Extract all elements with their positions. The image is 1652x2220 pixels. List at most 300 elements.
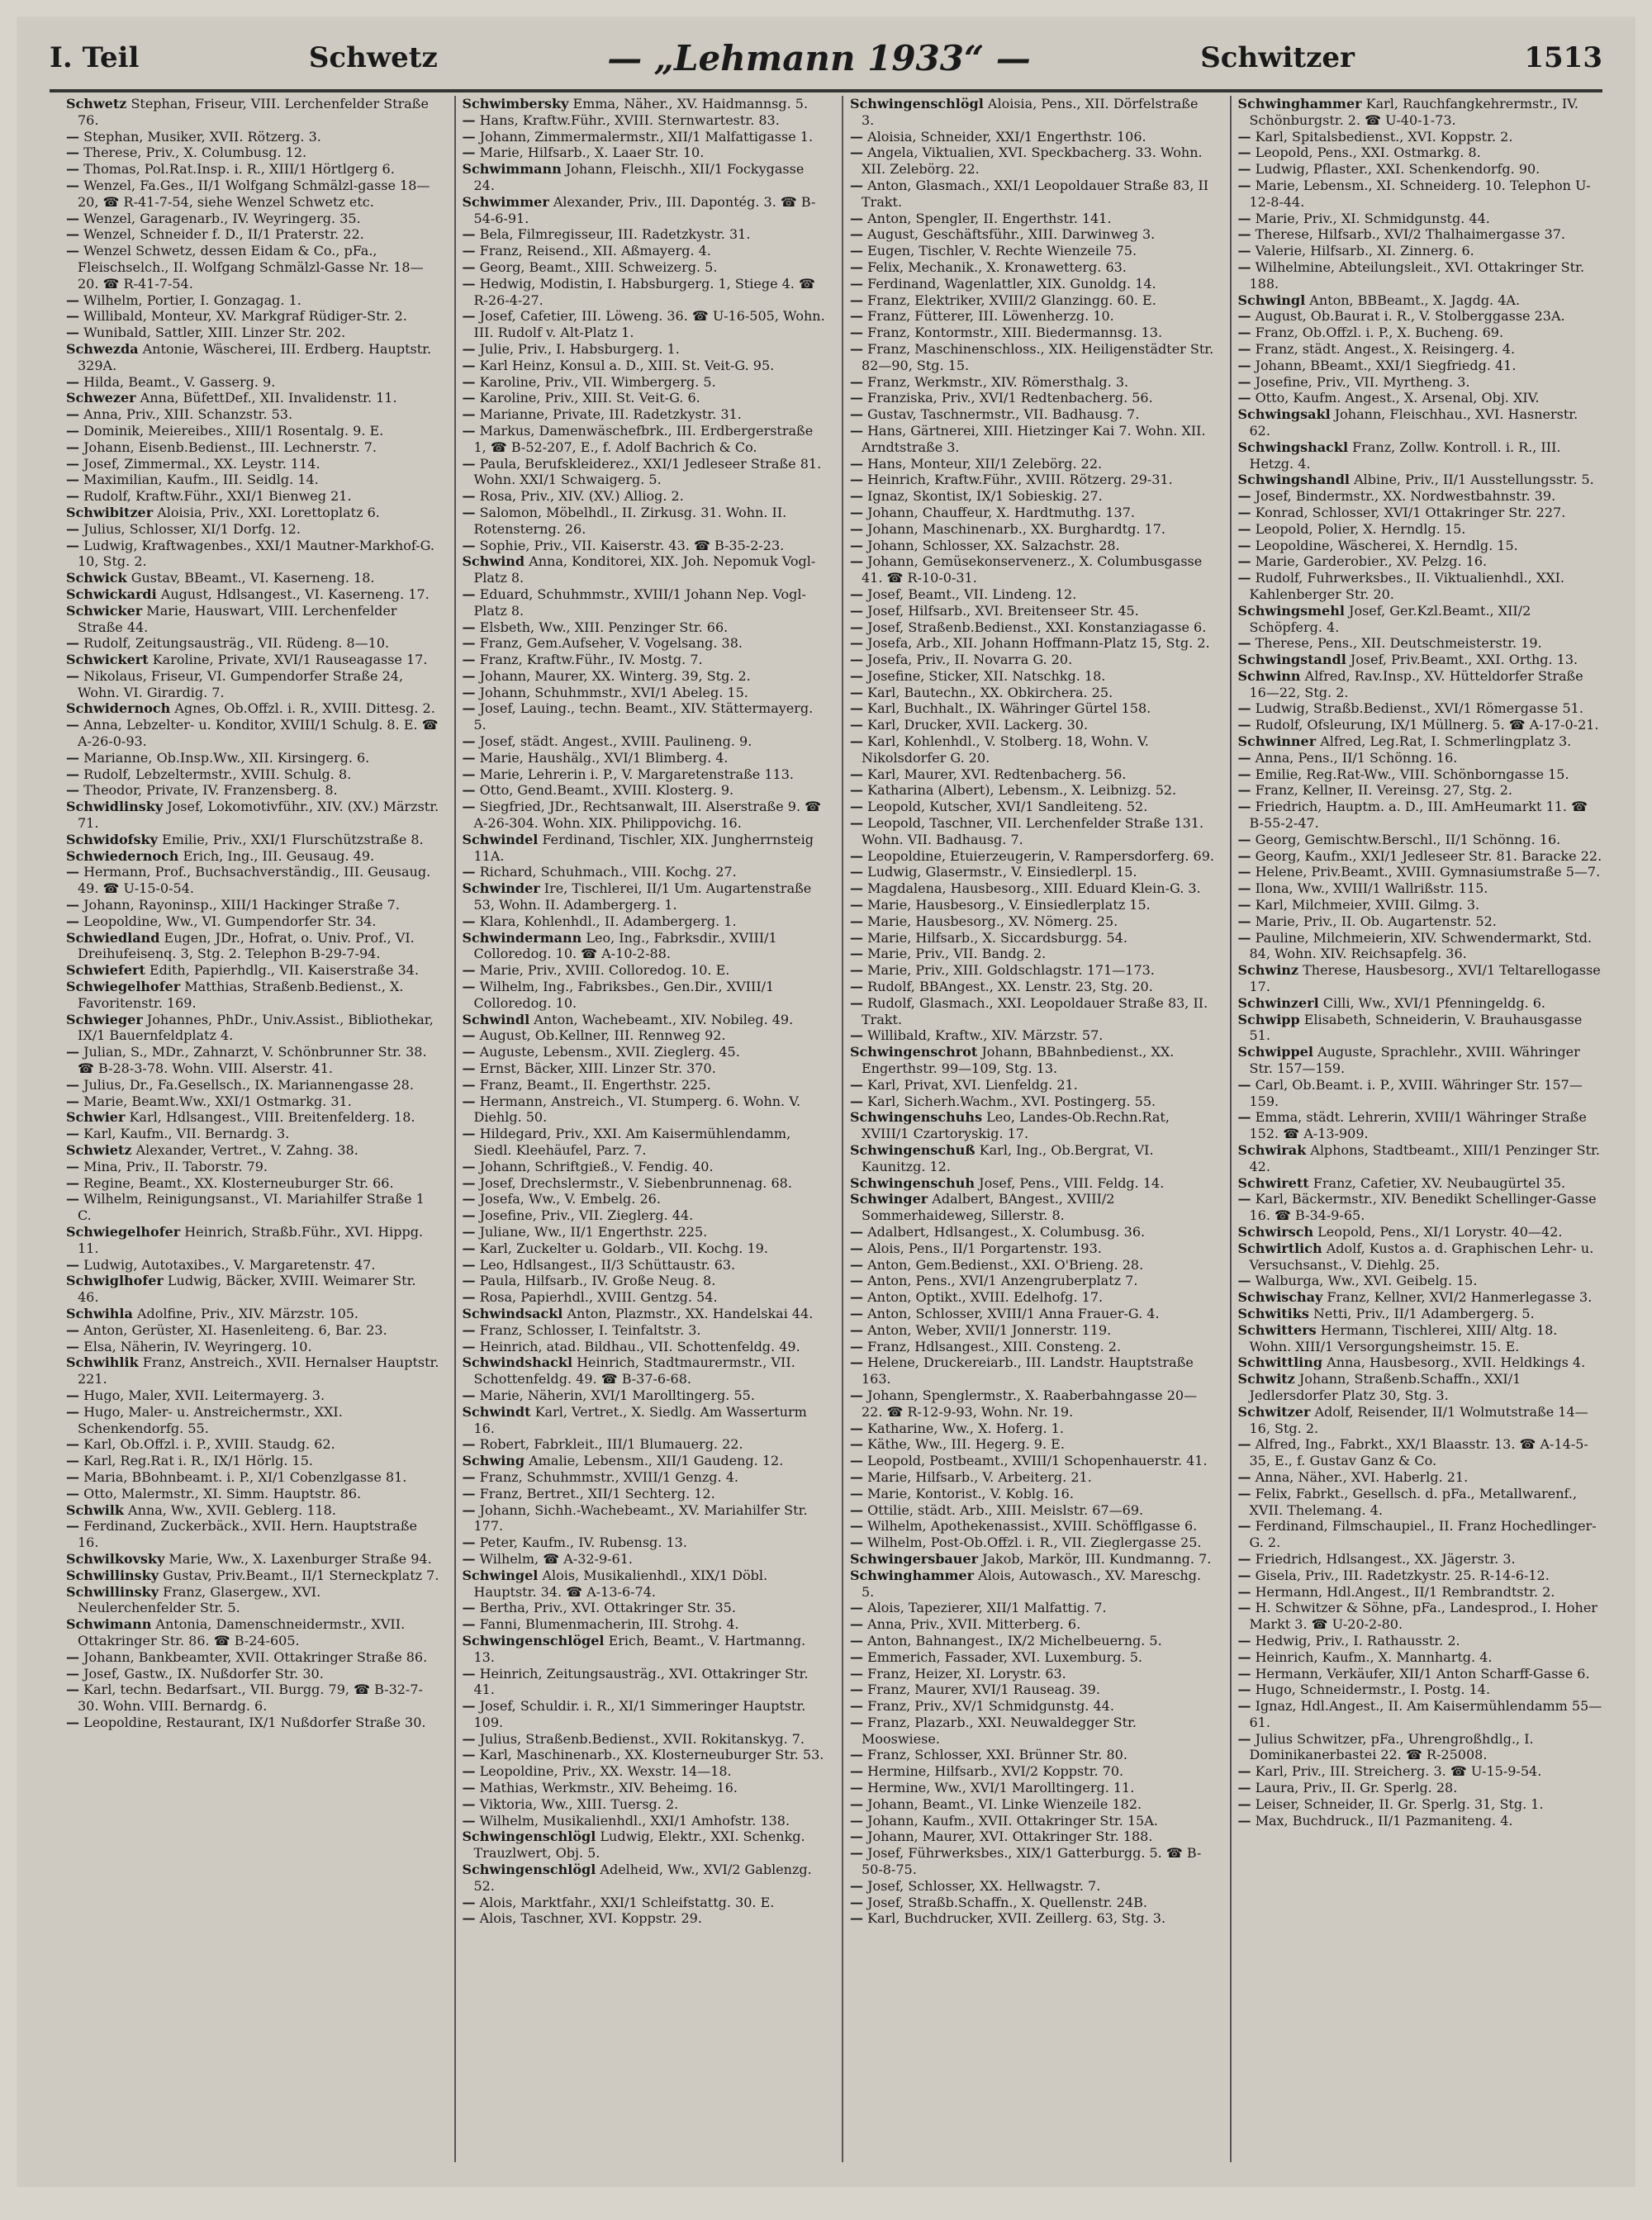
entry-surname: Schwiglhofer: [66, 1273, 164, 1289]
entry-surname: —: [1237, 259, 1251, 275]
entry-surname: Schwirtlich: [1237, 1240, 1322, 1256]
entry-details: Franz, Werkmstr., XIV. Römersthalg. 3.: [863, 373, 1129, 390]
entry-surname: —: [850, 1093, 863, 1109]
directory-entry: [850, 880, 1215, 897]
entry-surname: —: [462, 243, 476, 259]
entry-details: Karoline, Priv., VII. Wimbergerg. 5.: [475, 373, 716, 390]
entry-surname: —: [850, 994, 863, 1011]
directory-entry: [66, 635, 439, 652]
entry-surname: —: [66, 439, 79, 455]
entry-details: Wilhelmine, Abteilungsleit., XVI. Ottakringer Str. 188.: [1249, 259, 1585, 292]
entry-details: Regine, Beamt., XX. Klosterneuburger Str. 66.: [79, 1174, 394, 1191]
entry-surname: —: [850, 1436, 863, 1453]
directory-entry: [463, 1207, 828, 1224]
entry-details: Johann, Sichh.-Wachebeamt., XV. Mariahilfer Str. 177.: [473, 1501, 808, 1535]
entry-surname: Schwitters: [1237, 1321, 1317, 1338]
directory-entry: [463, 505, 828, 538]
entry-surname: —: [1237, 1109, 1251, 1126]
directory-entry: [463, 586, 828, 619]
directory-entry: [463, 1862, 828, 1895]
entry-surname: —: [462, 1093, 476, 1109]
entry-surname: —: [1237, 929, 1251, 946]
entry-details: Emmerich, Fassader, XVI. Luxemburg. 5.: [863, 1648, 1142, 1665]
directory-entry: [1238, 1371, 1603, 1404]
directory-entry: [66, 1159, 439, 1175]
directory-entry: [1238, 799, 1603, 832]
entry-surname: —: [1237, 243, 1251, 259]
directory-entry: [850, 538, 1215, 554]
entry-surname: —: [462, 962, 476, 979]
directory-entry: [1238, 488, 1603, 505]
entry-details: Karl, Maurer, XVI. Redtenbacherg. 56.: [863, 766, 1127, 782]
entry-surname: —: [462, 406, 476, 423]
directory-entry: [66, 1715, 439, 1731]
entry-surname: —: [1237, 1191, 1251, 1207]
entry-details: Käthe, Ww., III. Hegerg. 9. E.: [863, 1436, 1065, 1453]
entry-surname: —: [66, 913, 79, 929]
entry-surname: Schwitzer: [1237, 1403, 1311, 1420]
directory-entry: [463, 358, 828, 374]
entry-details: H. Schwitzer & Söhne, pFa., Landesprod., I. Hoher Markt 3. ☎ U-20-2-80.: [1249, 1600, 1597, 1633]
directory-entry: [850, 652, 1215, 668]
entry-surname: Schwietz: [66, 1142, 132, 1158]
entry-surname: —: [1237, 717, 1251, 733]
entry-surname: Schwinz: [1237, 962, 1298, 979]
entry-surname: —: [1237, 210, 1251, 226]
directory-entry: [1238, 129, 1603, 145]
directory-entry: [463, 864, 828, 880]
entry-surname: —: [66, 897, 79, 913]
entry-surname: —: [66, 226, 79, 243]
entry-surname: Schwind: [462, 553, 525, 570]
directory-entry: [463, 880, 828, 913]
entry-details: Franz, Kontormstr., XIII. Biedermannsg. 13.: [863, 325, 1163, 341]
entry-details: Fanni, Blumenmacherin, III. Strohg. 4.: [475, 1616, 739, 1633]
entry-surname: —: [850, 1453, 863, 1469]
entry-surname: —: [1237, 1698, 1251, 1715]
entry-details: Emma, Näher., XV. Haidmannsg. 5.: [568, 96, 809, 111]
entry-details: Emma, städt. Lehrerin, XVIII/1 Währinger Straße 152. ☎ A-13-909.: [1249, 1109, 1587, 1142]
entry-details: Carl, Ob.Beamt. i. P., XVIII. Währinger Str. 157—159.: [1249, 1076, 1583, 1109]
entry-details: Anton, Plazmstr., XX. Handelskai 44.: [563, 1305, 814, 1321]
directory-entry: [463, 1060, 828, 1077]
entry-surname: Schwinghammer: [1237, 96, 1362, 111]
entry-surname: —: [850, 292, 863, 308]
entry-surname: Schwingshandl: [1237, 472, 1351, 488]
directory-entry: [66, 766, 439, 783]
entry-surname: —: [462, 586, 476, 602]
directory-entry: [66, 1191, 439, 1224]
directory-entry: [850, 1388, 1215, 1421]
directory-entry: [1238, 243, 1603, 259]
entry-surname: —: [66, 455, 79, 472]
directory-entry: [1238, 1012, 1603, 1045]
entry-surname: —: [850, 602, 863, 619]
entry-surname: Schwingenschrot: [850, 1044, 978, 1060]
entry-details: Marie, Hilfsarb., X. Siccardsburgg. 54.: [863, 929, 1127, 946]
entry-details: Karl, Drucker, XVII. Lackerg. 30.: [863, 717, 1089, 733]
entry-details: Ferdinand, Tischler, XIX. Jungherrnsteig 11A.: [473, 831, 814, 864]
directory-entry: [850, 521, 1215, 538]
directory-entry: [463, 1780, 828, 1796]
entry-details: Josef, Straßenb.Bedienst., XXI. Konstanziagasse 6.: [863, 619, 1207, 635]
directory-entry: [463, 1895, 828, 1911]
directory-entry: [1238, 1191, 1603, 1224]
directory-entry: [1238, 1289, 1603, 1306]
entry-details: Josef, Schlosser, XX. Hellwagstr. 7.: [863, 1877, 1101, 1894]
entry-surname: —: [850, 619, 863, 635]
entry-surname: —: [66, 1387, 79, 1403]
directory-entry: [850, 848, 1215, 865]
directory-entry: [66, 1584, 439, 1617]
entry-surname: —: [850, 1387, 863, 1403]
entry-details: Georg, Beamt., XIII. Schweizerg. 5.: [475, 259, 718, 275]
entry-details: Elisabeth, Schneiderin, V. Brauhausgasse 51.: [1249, 1011, 1583, 1044]
entry-surname: —: [66, 1126, 79, 1142]
directory-entry: [66, 930, 439, 963]
entry-details: August, Geschäftsführ., XIII. Darwinweg 3.: [863, 226, 1156, 243]
part-label: I. Teil: [50, 41, 140, 74]
entry-surname: —: [66, 520, 79, 537]
directory-entry: [463, 1698, 828, 1731]
entry-details: Anton, Weber, XVII/1 Jonnerstr. 119.: [863, 1321, 1112, 1338]
directory-entry: [1238, 161, 1603, 178]
entry-details: Hermann, Anstreich., VI. Stumperg. 6. Wohn. V. Diehlg. 50.: [473, 1093, 801, 1126]
directory-entry: [463, 700, 828, 733]
directory-entry: [850, 635, 1215, 652]
entry-surname: —: [462, 684, 476, 700]
entry-details: Bertha, Priv., XVI. Ottakringer Str. 35.: [475, 1600, 736, 1616]
entry-surname: —: [66, 325, 79, 341]
entry-surname: —: [462, 275, 476, 292]
directory-entry: [850, 1044, 1215, 1077]
entry-details: Josef, Pens., VIII. Feldg. 14.: [975, 1174, 1165, 1191]
entry-surname: —: [850, 1616, 863, 1633]
entry-surname: —: [850, 847, 863, 864]
entry-details: Adalbert, BAngest., XVIII/2 Sommerhaideweg, Sillerstr. 8.: [862, 1191, 1115, 1224]
entry-surname: —: [1237, 1583, 1251, 1600]
directory-entry: [850, 1763, 1215, 1780]
directory-entry: [463, 685, 828, 701]
directory-entry: [1238, 717, 1603, 733]
entry-details: Johann, Rayoninsp., XIII/1 Hackinger Straße 7.: [79, 897, 400, 913]
directory-entry: [1238, 390, 1603, 406]
entry-surname: Schwickert: [66, 652, 149, 668]
last-entry-word: Schwitzer: [1200, 41, 1355, 74]
entry-details: Marie, Haushälg., XVI/1 Blimberg. 4.: [475, 749, 729, 766]
entry-details: Aloisia, Schneider, XXI/1 Engerthstr. 106.: [863, 128, 1146, 145]
entry-surname: —: [850, 635, 863, 652]
entry-surname: —: [850, 782, 863, 799]
directory-entry: [850, 946, 1215, 962]
directory-entry: [1238, 1698, 1603, 1731]
entry-details: Franz, Kellner, XVI/2 Hanmerlegasse 3.: [1322, 1289, 1593, 1306]
entry-details: Karl, Zuckelter u. Goldarb., VII. Kochg. 19.: [475, 1240, 768, 1256]
directory-entry: [850, 586, 1215, 603]
directory-entry: [463, 456, 828, 489]
directory-entry: [1238, 1109, 1603, 1142]
entry-surname: —: [850, 946, 863, 962]
entry-details: Josefa, Priv., II. Novarra G. 20.: [863, 652, 1073, 668]
entry-surname: —: [850, 962, 863, 979]
header-rule: [50, 89, 1602, 92]
directory-entry: [66, 799, 439, 832]
entry-surname: —: [462, 913, 476, 929]
entry-details: Leiser, Schneider, II. Gr. Sperlg. 31, Stg. 1.: [1251, 1795, 1544, 1812]
entry-surname: —: [462, 1044, 476, 1060]
directory-entry: [1238, 374, 1603, 391]
entry-surname: —: [850, 766, 863, 782]
entry-surname: Schwick: [66, 570, 127, 586]
entry-surname: Schwinghammer: [850, 1567, 975, 1583]
directory-entry: [66, 1486, 439, 1502]
entry-details: Rudolf, Kraftw.Führ., XXI/1 Bienweg 21.: [79, 488, 352, 505]
entry-details: Leopoldine, Restaurant, IX/1 Nußdorfer Straße 30.: [79, 1714, 426, 1730]
entry-surname: —: [462, 1535, 476, 1551]
entry-surname: —: [850, 1354, 863, 1371]
entry-details: Julius Schwitzer, pFa., Uhrengroßhdlg., I. Dominikanerbastei 22. ☎ R-25008.: [1249, 1730, 1534, 1763]
entry-details: Aloisia, Priv., XXI. Lorettoplatz 6.: [153, 504, 380, 520]
entry-surname: —: [462, 373, 476, 390]
entry-surname: —: [850, 145, 863, 161]
entry-surname: —: [850, 897, 863, 913]
directory-entry: [463, 1044, 828, 1060]
entry-surname: Schwidofsky: [66, 831, 158, 847]
entry-details: Hermine, Hilfsarb., XVI/2 Koppstr. 70.: [863, 1763, 1124, 1780]
directory-entry: [463, 1666, 828, 1699]
entry-details: Karl, Kohlenhdl., V. Stolberg. 18, Wohn. V. Nikolsdorfer G. 20.: [862, 733, 1149, 766]
entry-details: Johann, BBahnbedienst., XX. Engerthstr. 99—109, Stg. 13.: [862, 1044, 1175, 1077]
entry-details: Johann, Chauffeur, X. Hardtmuthg. 137.: [863, 504, 1135, 520]
directory-entry: [850, 930, 1215, 946]
directory-entry: [1238, 570, 1603, 603]
entry-details: Alfred, Rav.Insp., XV. Hütteldorfer Straße 16—22, Stg. 2.: [1249, 667, 1583, 700]
directory-entry: [66, 700, 439, 717]
entry-surname: —: [66, 1158, 79, 1174]
entry-details: Hans, Kraftw.Führ., XVIII. Sternwartestr. 83.: [475, 111, 780, 128]
entry-details: Richard, Schuhmach., VIII. Kochg. 27.: [475, 864, 737, 880]
directory-entry: [66, 1224, 439, 1257]
entry-surname: —: [1237, 635, 1251, 652]
directory-entry: [850, 700, 1215, 717]
directory-entry: [850, 1175, 1215, 1192]
directory-entry: [850, 259, 1215, 276]
entry-surname: Schwirett: [1237, 1174, 1309, 1191]
entry-details: Johann, Schuhmmstr., XVI/1 Abeleg. 15.: [475, 684, 748, 700]
directory-entry: [850, 1306, 1215, 1322]
directory-entry: [1238, 341, 1603, 358]
entry-surname: —: [66, 1648, 79, 1665]
directory-entry: [463, 1568, 828, 1601]
directory-entry: [850, 717, 1215, 733]
entry-details: Georg, Gemischtw.Berschl., II/1 Schönng. 16.: [1251, 831, 1561, 847]
directory-entry: [66, 178, 439, 211]
entry-details: Friedrich, Hdlsangest., XX. Jägerstr. 3.: [1251, 1550, 1516, 1567]
entry-details: Anton, Spengler, II. Engerthstr. 141.: [863, 210, 1112, 226]
entry-details: Marie, Näherin, XVI/1 Marolltingerg. 55.: [475, 1387, 755, 1403]
entry-surname: Schwirsch: [1237, 1223, 1314, 1240]
directory-entry: [1238, 1306, 1603, 1322]
directory-entry: [850, 1142, 1215, 1175]
entry-details: Paula, Berufskleiderez., XXI/1 Jedleseer Straße 81. Wohn. XXI/1 Schwaigerg. 5.: [473, 455, 822, 488]
page-number: 1513: [1524, 41, 1602, 74]
entry-surname: —: [462, 1812, 476, 1829]
directory-entry: [66, 1551, 439, 1568]
directory-entry: [1238, 848, 1603, 865]
entry-details: Emilie, Priv., XXI/1 Flurschützstraße 8.: [157, 831, 424, 847]
entry-surname: —: [66, 128, 79, 145]
directory-entry: [850, 308, 1215, 325]
entry-surname: —: [462, 1289, 476, 1306]
directory-entry: [1238, 472, 1603, 488]
directory-entry: [66, 1126, 439, 1142]
entry-details: Cilli, Ww., XVI/1 Pfenningeldg. 6.: [1318, 994, 1546, 1011]
entry-details: Josef, Lokomotivführ., XIV. (XV.) Märzstr. 71.: [78, 799, 439, 832]
entry-surname: Schwimbersky: [462, 96, 569, 111]
entry-surname: —: [850, 455, 863, 472]
directory-entry: [463, 1453, 828, 1469]
directory-entry: [463, 930, 828, 963]
entry-details: Katharine, Ww., X. Hoferg. 1.: [863, 1420, 1064, 1436]
entry-surname: —: [850, 586, 863, 602]
entry-surname: —: [462, 1600, 476, 1616]
entry-surname: Schwipp: [1237, 1011, 1300, 1027]
entry-surname: —: [1237, 570, 1251, 586]
entry-surname: —: [850, 1648, 863, 1665]
entry-surname: Schwiefert: [66, 962, 145, 979]
entry-details: Johann, Maurer, XX. Winterg. 39, Stg. 2.: [475, 667, 751, 684]
entry-surname: Schwingenschuß: [850, 1142, 976, 1158]
directory-entry: [850, 374, 1215, 391]
entry-surname: —: [1237, 864, 1251, 880]
entry-surname: —: [1237, 340, 1251, 357]
entry-surname: —: [462, 1501, 476, 1518]
entry-details: Valerie, Hilfsarb., XI. Zinnerg. 6.: [1251, 243, 1474, 259]
directory-entry: [1238, 1666, 1603, 1682]
entry-surname: Schwillinsky: [66, 1583, 159, 1600]
entry-surname: —: [462, 749, 476, 766]
directory-entry: [66, 832, 439, 848]
entry-surname: —: [66, 1714, 79, 1730]
entry-surname: —: [66, 1093, 79, 1109]
entry-surname: —: [850, 488, 863, 505]
entry-surname: —: [1237, 226, 1251, 243]
directory-entry: [850, 1600, 1215, 1616]
directory-entry: [850, 96, 1215, 129]
entry-details: Ottilie, städt. Arb., XIII. Meislstr. 67—69.: [863, 1501, 1144, 1518]
entry-surname: —: [850, 717, 863, 733]
entry-details: Johann, Fleischhau., XVI. Hasnerstr. 62.: [1249, 406, 1578, 439]
entry-surname: —: [462, 1763, 476, 1780]
entry-surname: —: [66, 1321, 79, 1338]
entry-details: Anton, BBBeamt., X. Jagdg. 4A.: [1305, 292, 1521, 308]
entry-details: Rudolf, Lebzeltermstr., XVIII. Schulg. 8.: [79, 766, 352, 782]
directory-entry: [1238, 1649, 1603, 1666]
directory-entry: [850, 1649, 1215, 1666]
entry-surname: —: [850, 1485, 863, 1501]
directory-entry: [463, 390, 828, 406]
entry-details: Karl, Vertret., X. Siedlg. Am Wasserturm 16.: [473, 1403, 807, 1436]
entry-surname: Schwilk: [66, 1501, 124, 1518]
entry-surname: —: [850, 1338, 863, 1354]
entry-surname: —: [850, 733, 863, 750]
entry-details: Hans, Monteur, XII/1 Zelebörg. 22.: [863, 455, 1103, 472]
entry-details: Emilie, Reg.Rat-Ww., VIII. Schönborngasse 15.: [1251, 766, 1569, 782]
directory-entry: [850, 766, 1215, 783]
entry-surname: —: [462, 979, 476, 995]
entry-surname: —: [1237, 1682, 1251, 1698]
entry-surname: —: [850, 1273, 863, 1289]
entry-details: Anton, Glasmach., XXI/1 Leopoldauer Straße 83, II Trakt.: [862, 177, 1209, 210]
directory-entry: [463, 488, 828, 505]
entry-details: Josefa, Ww., V. Embelg. 26.: [475, 1191, 661, 1207]
entry-details: Ernst, Bäcker, XIII. Linzer Str. 370.: [475, 1060, 716, 1077]
entry-details: Stephan, Musiker, XVII. Rötzerg. 3.: [79, 128, 321, 145]
directory-entry: [66, 1109, 439, 1126]
entry-details: Eugen, JDr., Hofrat, o. Univ. Prof., VI. Dreihufeisenq. 3, Stg. 2. Telephon B-29-7-94.: [78, 929, 415, 962]
entry-surname: —: [66, 1518, 79, 1535]
entry-details: Heinrich, Zeitungsausträg., XVI. Ottakringer Str. 41.: [473, 1665, 809, 1698]
entry-surname: —: [850, 210, 863, 226]
entry-details: Alfred, Ing., Fabrkt., XX/1 Blaasstr. 13. ☎ A-14-5-35, E., f. Gustav Ganz & Co.: [1249, 1436, 1588, 1469]
directory-entry: [850, 1813, 1215, 1829]
directory-entry: [66, 1339, 439, 1355]
directory-entry: [850, 1027, 1215, 1044]
entry-details: Ludwig, Bäcker, XVIII. Weimarer Str. 46.: [78, 1273, 416, 1306]
entry-details: Josef, Beamt., VII. Lindeng. 12.: [863, 586, 1077, 602]
directory-entry: [463, 1502, 828, 1535]
entry-surname: Schwidlinsky: [66, 799, 164, 815]
entry-surname: —: [66, 1338, 79, 1354]
directory-entry: [850, 456, 1215, 472]
directory-entry: [1238, 1568, 1603, 1584]
entry-surname: —: [66, 1174, 79, 1191]
entry-details: Marie, Beamt.Ww., XXI/1 Ostmarkg. 31.: [79, 1093, 352, 1109]
directory-entry: [463, 1436, 828, 1453]
directory-entry: [463, 1159, 828, 1175]
entry-details: Therese, Priv., X. Columbusg. 12.: [79, 145, 307, 161]
directory-entry: [1238, 259, 1603, 292]
entry-details: Marie, Lehrerin i. P., V. Margaretenstraße 113.: [475, 766, 794, 782]
entry-details: Anton, Optikt., XVIII. Edelhofg. 17.: [863, 1289, 1104, 1306]
directory-entry: [850, 553, 1215, 586]
directory-entry: [463, 1027, 828, 1044]
entry-details: Anna, Ww., XVII. Geblerg. 118.: [123, 1501, 336, 1518]
directory-entry: [66, 488, 439, 505]
directory-entry: [1238, 1404, 1603, 1437]
directory-entry: [463, 1829, 828, 1862]
entry-surname: —: [462, 1730, 476, 1747]
entry-surname: —: [66, 1256, 79, 1273]
entry-surname: —: [66, 308, 79, 325]
entry-details: Jakob, Markör, III. Kundmanng. 7.: [978, 1550, 1212, 1567]
entry-surname: —: [462, 1550, 476, 1567]
entry-details: Josef, städt. Angest., XVIII. Paulineng. 9.: [475, 733, 752, 750]
entry-surname: —: [850, 1518, 863, 1535]
entry-details: Josef, Cafetier, III. Löweng. 36. ☎ U-16-505, Wohn. III. Rudolf v. Alt-Platz 1.: [473, 308, 825, 341]
entry-details: Rosa, Priv., XIV. (XV.) Alliog. 2.: [475, 488, 684, 505]
directory-entry: [850, 815, 1215, 848]
entry-surname: Schwinzerl: [1237, 994, 1319, 1011]
entry-surname: —: [1237, 553, 1251, 570]
directory-entry: [463, 1273, 828, 1289]
entry-details: Franz, Heizer, XI. Lorystr. 63.: [863, 1665, 1066, 1682]
directory-entry: [66, 538, 439, 571]
entry-details: Franz, Elektriker, XVIII/2 Glanzingg. 60. E.: [863, 292, 1156, 308]
entry-details: Wilhelm, Apothekenassist., XVIII. Schöfflgasse 6.: [863, 1518, 1198, 1535]
directory-entry: [850, 325, 1215, 341]
entry-details: Hugo, Maler- u. Anstreichermstr., XXI. Schenkendorfg. 55.: [78, 1403, 343, 1436]
